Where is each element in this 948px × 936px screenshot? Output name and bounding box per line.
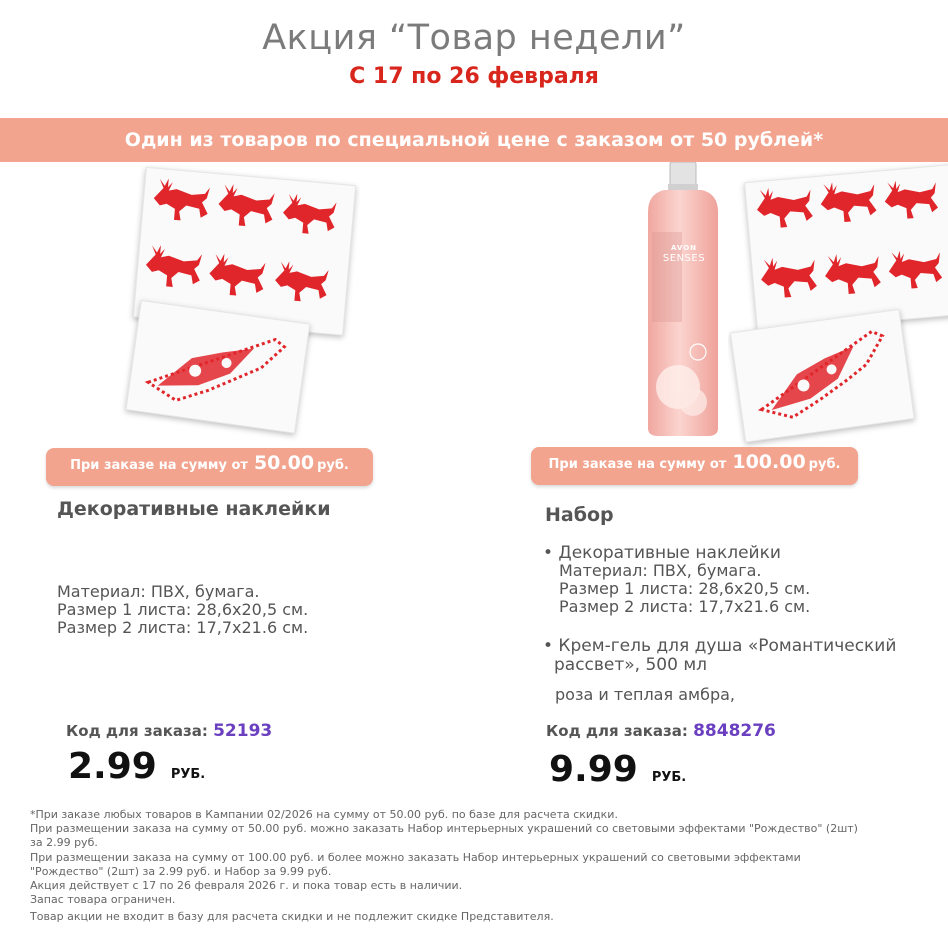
price-value: 2.99 xyxy=(68,746,157,787)
set-item-2-line-1: • Крем-гель для душа «Романтический xyxy=(543,636,897,656)
order-code-label: Код для заказа: xyxy=(546,722,688,740)
promo-banner: Один из товаров по специальной цене с заказом от 50 рублей* xyxy=(0,118,948,162)
product-name-left: Декоративные наклейки xyxy=(57,498,331,520)
threshold-currency-right: руб. xyxy=(808,457,841,472)
order-code-label: Код для заказа: xyxy=(66,722,208,740)
order-code-right xyxy=(546,721,776,741)
threshold-currency-left: руб. xyxy=(317,458,349,473)
order-code-value: 8848276 xyxy=(693,721,776,741)
threshold-prefix-right: При заказе на сумму от xyxy=(548,457,727,472)
price-right xyxy=(549,749,686,790)
detail-line: Материал: ПВХ, бумага. xyxy=(559,561,762,580)
page-title: Акция “Товар недели” xyxy=(262,18,686,58)
price-left xyxy=(68,746,205,787)
price-value: 9.99 xyxy=(549,749,638,790)
footnote-line: "Рождество" (2шт) за 2.99 руб. и Набор за 9.99 руб. xyxy=(30,864,332,878)
footnote-line: Акция действует с 17 по 26 февраля 2026 г. и пока товар есть в наличии. xyxy=(30,879,463,893)
threshold-amount-right: 100.00 xyxy=(732,451,806,473)
threshold-prefix-left: При заказе на сумму от xyxy=(70,458,248,473)
stickers-image-right xyxy=(728,160,948,450)
detail-line: Размер 2 листа: 17,7х21.6 см. xyxy=(559,597,811,616)
set-item-1-title: • Декоративные наклейки xyxy=(543,543,781,563)
set-item-2-note: роза и теплая амбра, xyxy=(555,685,735,704)
threshold-amount-left: 50.00 xyxy=(253,452,315,474)
footnote-line: *При заказе любых товаров в Кампании 02/2026 на сумму от 50.00 руб. по базе для расчета скидки. xyxy=(30,808,618,821)
order-code-left xyxy=(66,721,272,741)
set-item-1-details xyxy=(559,562,810,616)
bottle-brand: AVON xyxy=(670,244,698,252)
product-details-left xyxy=(57,583,308,637)
footnote-line: Товар акции не входит в базу для расчета скидки и не подлежит скидке Представителя. xyxy=(30,910,554,924)
threshold-badge-left xyxy=(46,448,373,486)
stickers-image-left xyxy=(120,165,360,445)
set-item-2-title xyxy=(543,637,896,675)
bottle-line: SENSES xyxy=(662,253,706,264)
threshold-badge-right xyxy=(531,447,858,485)
detail-line: Размер 1 листа: 28,6х20,5 см. xyxy=(57,600,309,619)
detail-line: Размер 2 листа: 17,7х21.6 см. xyxy=(57,618,309,637)
set-item-2-line-2: рассвет», 500 мл xyxy=(554,655,708,675)
detail-line: Материал: ПВХ, бумага. xyxy=(57,582,260,601)
product-name-right: Набор xyxy=(545,504,614,526)
footnote-line: за 2.99 руб. xyxy=(30,836,98,850)
footnote-line: При размещении заказа на сумму от 100.00 руб. и более можно заказать Набор интерьерных украшений со световыми эффектами xyxy=(30,850,801,864)
detail-line: Размер 1 листа: 28,6х20,5 см. xyxy=(559,579,811,598)
price-currency: РУБ. xyxy=(651,770,687,785)
price-currency: РУБ. xyxy=(170,767,206,782)
promo-dates: С 17 по 26 февраля xyxy=(349,64,599,89)
footnote-line: При размещении заказа на сумму от 50.00 руб. можно заказать Набор интерьерных украшений со световыми эффектами "Рождество" (2шт) xyxy=(30,822,858,836)
footnote-line: Запас товара ограничен. xyxy=(30,893,176,907)
order-code-value: 52193 xyxy=(213,721,273,741)
shower-gel-bottle-image xyxy=(638,162,728,438)
footnotes xyxy=(30,808,920,925)
